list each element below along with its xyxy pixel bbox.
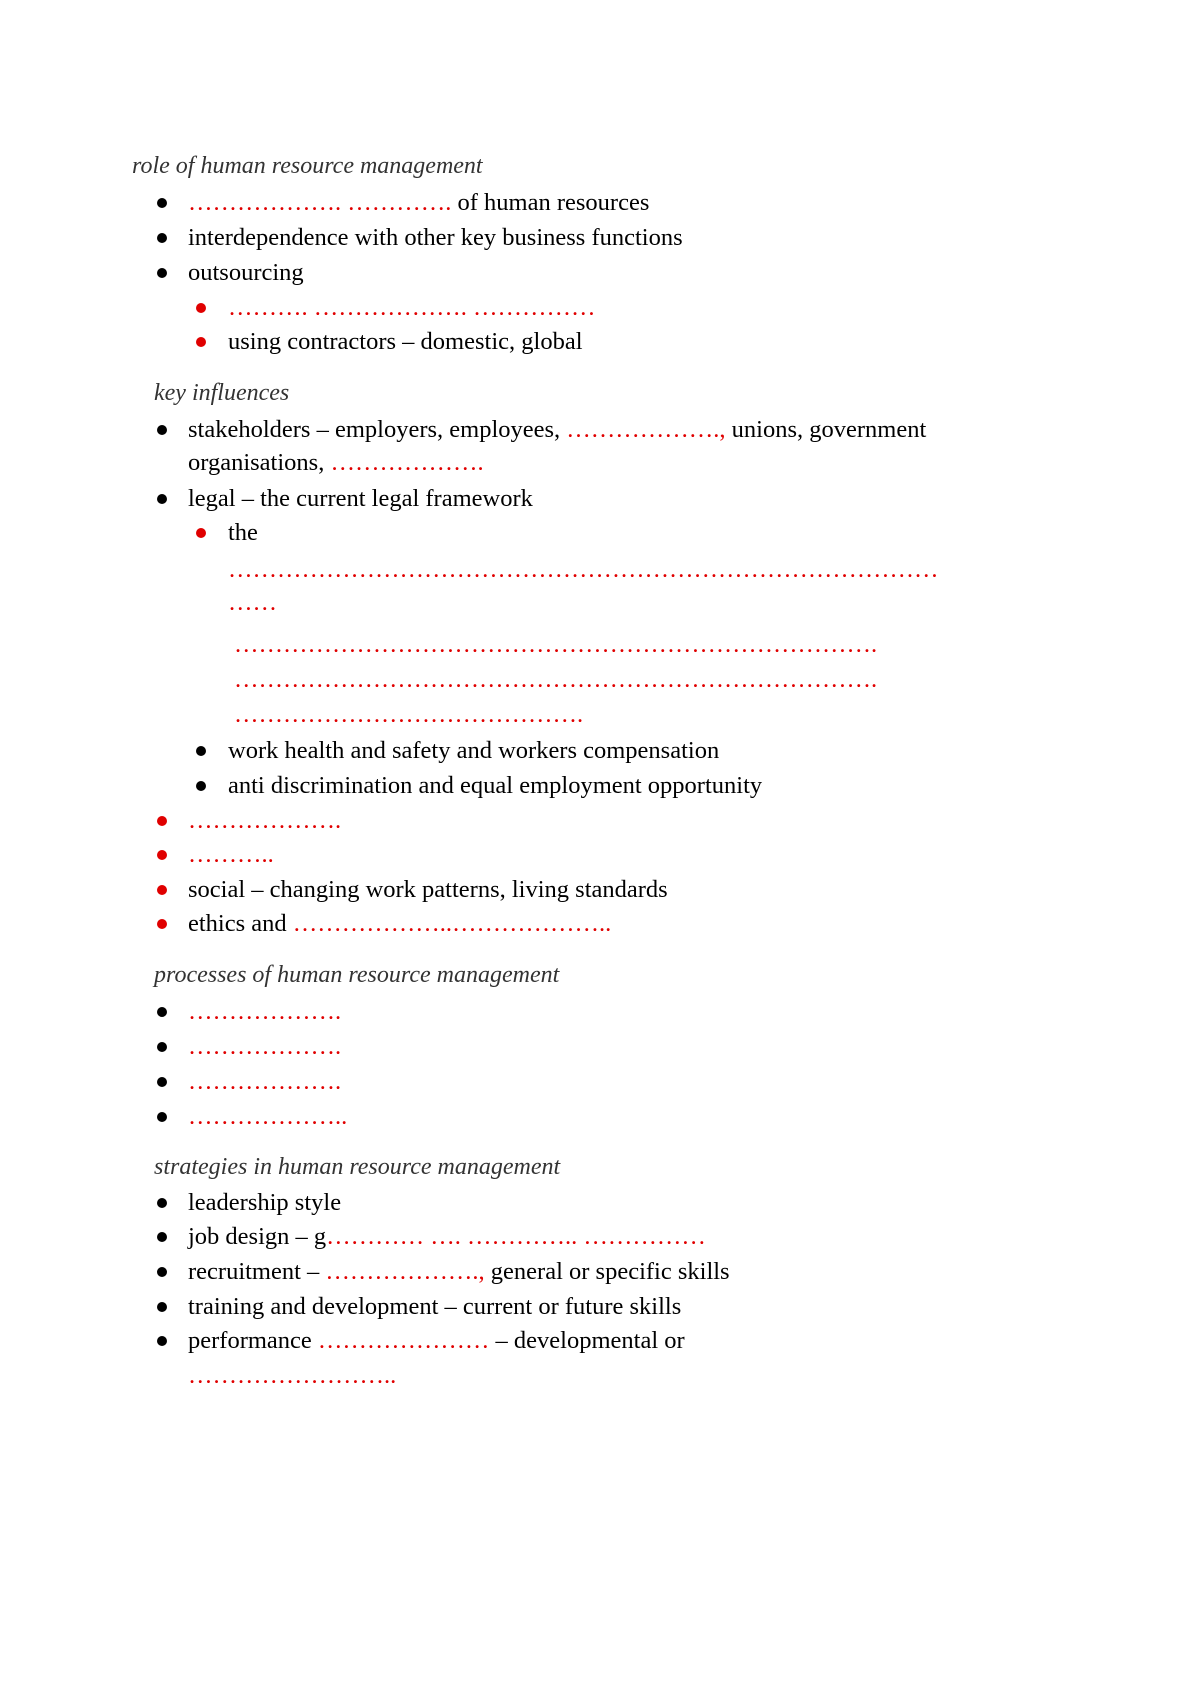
list-item: leadership style xyxy=(188,1189,342,1216)
answer-blank: …………………………………………………………………………… xyxy=(228,556,939,583)
list-item-text: organisations, xyxy=(188,449,331,476)
list-item: interdependence with other key business functions xyxy=(188,224,683,251)
heading-role: role of human resource management xyxy=(132,153,483,179)
answer-blank: ………. ………………. …………… xyxy=(228,294,596,321)
answer-blank: ……………………………………………………………………. xyxy=(234,631,878,658)
bullet-icon xyxy=(157,494,167,504)
list-item: legal – the current legal framework xyxy=(188,485,533,512)
bullet-icon xyxy=(157,885,167,895)
list-item-continuation xyxy=(188,448,484,478)
answer-blank: ……………………………………………………………………. xyxy=(234,666,878,693)
answer-blank: ………………. xyxy=(188,1068,342,1095)
list-item-text: general or specific skills xyxy=(484,1258,730,1285)
list-item-text: ethics and xyxy=(188,910,293,937)
list-item: social – changing work patterns, living standards xyxy=(188,876,668,903)
answer-blank: ………………. xyxy=(188,1033,342,1060)
bullet-icon xyxy=(157,850,167,860)
answer-blank: ……………………………………. xyxy=(234,701,584,728)
list-item: work health and safety and workers compensation xyxy=(228,737,720,764)
bullet-icon xyxy=(157,1336,167,1346)
bullet-icon xyxy=(196,746,206,756)
list-item: using contractors – domestic, global xyxy=(228,328,583,355)
list-item: the xyxy=(228,519,258,546)
bullet-icon xyxy=(157,1042,167,1052)
list-item-text: stakeholders – employers, employees, xyxy=(188,416,567,443)
list-item xyxy=(188,1222,706,1252)
bullet-icon xyxy=(157,1267,167,1277)
list-item-text: performance xyxy=(188,1327,318,1354)
bullet-icon xyxy=(157,233,167,243)
list-item xyxy=(188,188,649,218)
list-item-text: of human resources xyxy=(457,189,650,216)
bullet-icon xyxy=(157,1007,167,1017)
bullet-icon xyxy=(157,1232,167,1242)
list-item-text: unions, government xyxy=(725,416,927,443)
answer-blank: ………… …. ………….. …………… xyxy=(326,1223,706,1250)
list-item xyxy=(188,1257,730,1287)
list-item xyxy=(188,1326,685,1356)
heading-processes: processes of human resource management xyxy=(154,962,560,988)
list-item: anti discrimination and equal employment opportunity xyxy=(228,772,763,799)
heading-strategies: strategies in human resource management xyxy=(154,1154,561,1180)
bullet-icon xyxy=(196,528,206,538)
answer-blank: ……….. xyxy=(188,841,274,868)
heading-influences: key influences xyxy=(154,380,290,406)
list-item xyxy=(188,415,926,445)
answer-blank: ………………. xyxy=(188,807,342,834)
bullet-icon xyxy=(157,1077,167,1087)
bullet-icon xyxy=(196,303,206,313)
bullet-icon xyxy=(157,816,167,826)
list-item-text: – developmental or xyxy=(489,1327,685,1354)
list-item-text: job design – g xyxy=(188,1223,327,1250)
list-item-text: recruitment – xyxy=(188,1258,326,1285)
list-item: outsourcing xyxy=(188,259,304,286)
answer-blank: …………………….. xyxy=(188,1362,397,1389)
bullet-icon xyxy=(196,781,206,791)
answer-blank: ………………… xyxy=(317,1327,490,1354)
bullet-icon xyxy=(157,1302,167,1312)
answer-blank: ………………. xyxy=(330,449,484,476)
bullet-icon xyxy=(157,1112,167,1122)
answer-blank: ………………. xyxy=(188,998,342,1025)
list-item xyxy=(188,909,611,939)
bullet-icon xyxy=(157,198,167,208)
bullet-icon xyxy=(157,425,167,435)
bullet-icon xyxy=(157,919,167,929)
answer-blank: ………………., xyxy=(566,416,726,443)
answer-blank: ………………. …………. xyxy=(188,189,452,216)
answer-blank: ………………..……………….. xyxy=(292,910,612,937)
list-item: training and development – current or future skills xyxy=(188,1293,682,1320)
answer-blank: ……………….. xyxy=(188,1103,348,1130)
bullet-icon xyxy=(157,268,167,278)
answer-blank: ………………., xyxy=(325,1258,485,1285)
answer-blank: …… xyxy=(228,589,277,616)
bullet-icon xyxy=(196,337,206,347)
bullet-icon xyxy=(157,1198,167,1208)
